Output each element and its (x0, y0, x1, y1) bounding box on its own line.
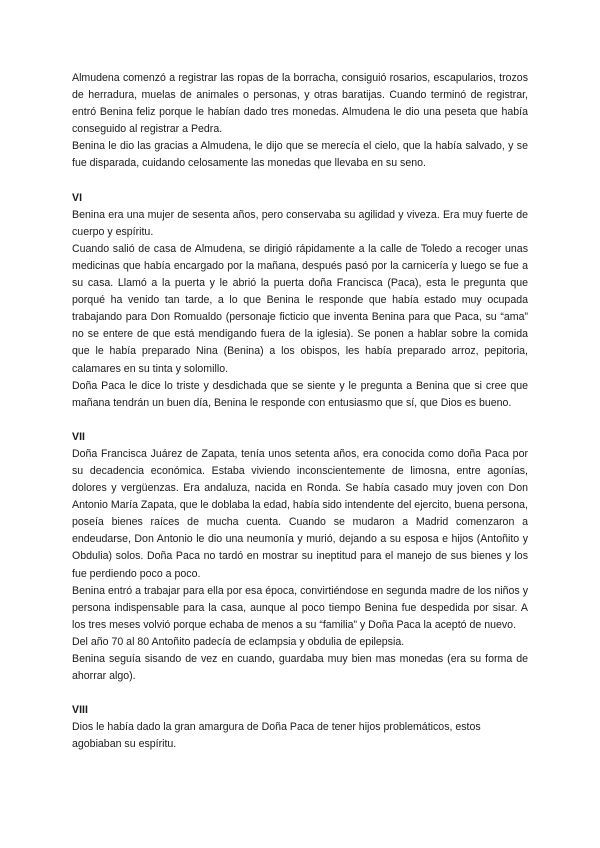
section-vi-paragraph-3: Doña Paca le dice lo triste y desdichada que se siente y le pregunta a Benina que si cree que mañana tendrán un buen día, Benina le responde con entusiasmo que sí, que Dios es bueno. (72, 379, 528, 409)
intro-paragraph-2: Benina le dio las gracias a Almudena, le dijo que se merecía el cielo, que la había salvado, y se fue disparada, cuidando celosamente las monedas que llevaba en su seno. (72, 140, 528, 170)
section-heading-vii: VII (72, 430, 85, 443)
intro-paragraph-1: Almudena comenzó a registrar las ropas de la borracha, consiguió rosarios, escapularios, trozos de herradura, muelas de animales o personas, y otras baratijas. Cuando terminó de registrar, entró Benina feliz porque le habían dado tres monedas. Almudena le dio una peseta que había conseguido al registrar a Pedra. (72, 72, 528, 136)
section-vii-paragraph-4: Benina seguía sisando de vez en cuando, guardaba muy bien mas monedas (era su forma de ahorrar algo). (72, 653, 528, 683)
section-vii-paragraph-1: Doña Francisca Juárez de Zapata, tenía unos setenta años, era conocida como doña Paca por su decadencia económica. Estaba viviendo inconscientemente de limosna, entre agonías, dolores y vergüenzas. Era andaluza, nacida en Ronda. Se había casado muy joven con Don Antonio María Zapata, que le doblaba la edad, había sido intendente del ejercito, buena persona, poseía bienes raíces de mucha cuenta. Cuando se mudaron a Madrid comenzaron a endeudarse, Don Antonio le dio una neumonía y murió, dejando a su esposa e hijos (Antoñito y Obdulia) solos. Doña Paca no tardó en mostrar su ineptitud para el manejo de sus bienes y los fue perdiendo poco a poco. (72, 447, 528, 580)
section-vi-paragraph-2: Cuando salió de casa de Almudena, se dirigió rápidamente a la calle de Toledo a recoger unas medicinas que había encargado por la mañana, después pasó por la carnicería y luego se fue a su casa. Llamó a la puerta y le abrió la puerta doña Francisca (Paca), esta le pregunta que porqué ha venido tan tarde, a lo que Benina le responde que había estado muy ocupada trabajando para Don Romualdo (personaje ficticio que inventa Benina para que Paca, su “ama” no se entere de que está mendigando fuera de la iglesia). Se ponen a hablar sobre la comida que le había preparado Nina (Benina) a los obispos, les había preparado arroz, pepitoria, calamares en su tinta y solomillo. (72, 242, 528, 375)
section-vi-paragraph-1: Benina era una mujer de sesenta años, pero conservaba su agilidad y viveza. Era muy fuerte de cuerpo y espíritu. (72, 208, 528, 238)
section-vii-paragraph-3: Del año 70 al 80 Antoñito padecía de eclampsia y obdulia de epilepsia. (72, 635, 405, 648)
section-heading-viii: VIII (72, 704, 88, 717)
section-heading-vi: VI (72, 191, 83, 204)
section-viii-paragraph-1: Dios le había dado la gran amargura de Doña Paca de tener hijos problemáticos, estos agobiaban su espíritu. (72, 721, 481, 751)
document-page (72, 70, 528, 753)
section-vii-paragraph-2: Benina entró a trabajar para ella por esa época, convirtiéndose en segunda madre de los niños y persona indispensable para la casa, aunque al poco tiempo Benina fue despedida por sisar. A los tres meses volvió porque echaba de menos a su “familia” y Doña Paca la aceptó de nuevo. (72, 584, 528, 631)
